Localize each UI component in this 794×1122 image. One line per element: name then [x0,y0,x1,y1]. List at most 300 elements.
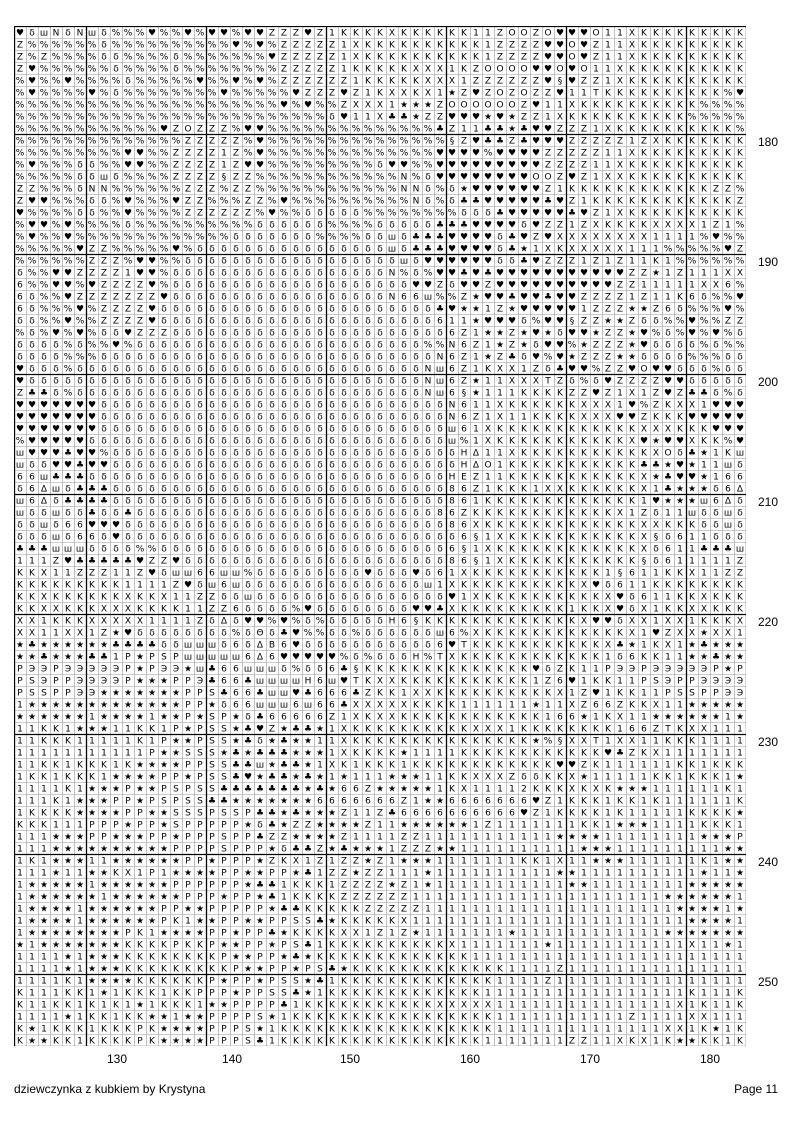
stitch-symbol: 6 [473,808,479,819]
stitch-symbol: Z [244,172,252,183]
stitch-symbol: 6 [317,796,323,807]
stitch-symbol: 6 [233,676,239,687]
stitch-symbol: ★ [711,928,721,939]
stitch-symbol: P [665,688,671,699]
stitch-symbol: ★ [99,688,109,699]
stitch-symbol: ★ [171,868,181,879]
stitch-symbol: ♥ [543,232,553,243]
stitch-symbol: δ [413,412,419,423]
stitch-symbol: 1 [413,916,419,927]
stitch-symbol: K [449,712,455,723]
stitch-symbol: δ [293,484,299,495]
stitch-symbol: ★ [39,940,49,951]
stitch-symbol: ★ [351,868,361,879]
stitch-symbol: K [437,988,443,999]
stitch-symbol: ★ [63,880,73,891]
stitch-symbol: δ [377,292,383,303]
stitch-symbol: 1 [473,400,479,411]
stitch-symbol: % [723,100,733,111]
stitch-symbol: K [545,496,551,507]
stitch-symbol: S [161,652,167,663]
stitch-symbol: K [533,424,539,435]
stitch-symbol: P [245,832,251,843]
stitch-symbol: δ [377,652,383,663]
stitch-symbol: S [221,760,227,771]
stitch-symbol: 1 [713,856,719,867]
stitch-symbol: ★ [87,640,97,651]
stitch-symbol: K [725,64,731,75]
stitch-symbol: % [75,196,85,207]
stitch-symbol: δ [233,436,239,447]
stitch-symbol: δ [293,496,299,507]
stitch-symbol: δ [377,496,383,507]
stitch-symbol: δ [197,496,203,507]
stitch-symbol: Э [688,664,696,675]
stitch-symbol: 1 [497,904,503,915]
stitch-symbol: δ [377,568,383,579]
stitch-symbol: 1 [461,844,467,855]
stitch-symbol: % [39,76,49,87]
stitch-symbol: δ [245,460,251,471]
stitch-symbol: ★ [63,928,73,939]
stitch-symbol: K [641,52,647,63]
stitch-symbol: % [255,112,265,123]
stitch-symbol: ★ [99,940,109,951]
stitch-symbol: % [123,124,133,135]
stitch-symbol: K [389,664,395,675]
stitch-symbol: K [677,172,683,183]
stitch-symbol: ш [243,592,253,603]
stitch-symbol: Z [244,184,252,195]
stitch-symbol: δ [197,340,203,351]
stitch-symbol: K [569,544,575,555]
stitch-symbol: K [473,604,479,615]
stitch-symbol: K [605,508,611,519]
stitch-symbol: ♥ [291,640,301,651]
stitch-symbol: % [75,100,85,111]
stitch-symbol: K [557,808,563,819]
stitch-symbol: % [63,52,73,63]
stitch-symbol: 1 [149,736,155,747]
stitch-symbol: K [713,136,719,147]
stitch-symbol: Z [532,232,540,243]
stitch-symbol: ♣ [243,724,253,735]
stitch-symbol: P [173,676,179,687]
stitch-symbol: δ [257,244,263,255]
stitch-symbol: K [677,76,683,87]
stitch-symbol: 1 [737,748,743,759]
stitch-symbol: K [497,652,503,663]
stitch-symbol: K [689,160,695,171]
stitch-symbol: ш [423,292,433,303]
stitch-symbol: 1 [485,904,491,915]
stitch-symbol: K [665,40,671,51]
stitch-symbol: δ [353,616,359,627]
stitch-symbol: % [447,292,457,303]
stitch-symbol: % [183,64,193,75]
stitch-symbol: δ [233,412,239,423]
stitch-symbol: Z [280,40,288,51]
stitch-symbol: ♣ [219,784,229,795]
stitch-symbol: ★ [63,940,73,951]
stitch-symbol: δ [185,520,191,531]
stitch-symbol: % [147,220,157,231]
stitch-symbol: δ [101,52,107,63]
stitch-symbol: 1 [629,880,635,891]
stitch-symbol: 1 [509,856,515,867]
stitch-symbol: 1 [185,604,191,615]
stitch-symbol: ш [63,544,73,555]
stitch-symbol: 1 [449,748,455,759]
stitch-symbol: δ [305,508,311,519]
stitch-symbol: 1 [161,580,167,591]
stitch-symbol: 6 [461,796,467,807]
stitch-symbol: ★ [735,904,745,915]
stitch-symbol: 1 [557,952,563,963]
stitch-symbol: ★ [183,772,193,783]
stitch-symbol: % [51,160,61,171]
stitch-symbol: 1 [569,976,575,987]
stitch-symbol: K [641,40,647,51]
stitch-symbol: Z [580,352,588,363]
stitch-symbol: δ [281,664,287,675]
stitch-symbol: δ [329,400,335,411]
stitch-symbol: δ [197,544,203,555]
stitch-symbol: ★ [27,712,37,723]
stitch-symbol: X [580,616,588,627]
stitch-symbol: δ [305,376,311,387]
stitch-symbol: ★ [99,844,109,855]
stitch-symbol: 1 [425,928,431,939]
stitch-symbol: % [39,112,49,123]
stitch-symbol: δ [413,352,419,363]
stitch-symbol: 6 [449,364,455,375]
stitch-symbol: δ [317,280,323,291]
stitch-symbol: δ [389,400,395,411]
stitch-symbol: δ [125,376,131,387]
stitch-symbol: 1 [593,880,599,891]
stitch-symbol: K [677,520,683,531]
stitch-symbol: K [521,580,527,591]
stitch-symbol: ш [387,244,397,255]
stitch-symbol: δ [101,328,107,339]
stitch-symbol: δ [233,532,239,543]
stitch-symbol: 1 [557,184,563,195]
stitch-symbol: δ [713,520,719,531]
stitch-symbol: K [653,412,659,423]
stitch-symbol: δ [305,208,311,219]
stitch-symbol: P [245,988,251,999]
chart-grid-area [14,26,746,1046]
stitch-symbol: δ [281,268,287,279]
stitch-symbol: K [533,472,539,483]
stitch-symbol: ★ [51,832,61,843]
stitch-symbol: X [352,700,360,711]
stitch-symbol: δ [377,268,383,279]
stitch-symbol: ★ [423,784,433,795]
stitch-symbol: Z [460,376,468,387]
stitch-symbol: δ [257,292,263,303]
stitch-symbol: ♥ [63,460,73,471]
stitch-symbol: % [123,100,133,111]
stitch-symbol: δ [77,160,83,171]
stitch-symbol: K [725,820,731,831]
stitch-symbol: δ [341,544,347,555]
stitch-symbol: % [387,196,397,207]
stitch-symbol: Z [76,568,84,579]
stitch-symbol: % [579,376,589,387]
stitch-symbol: ♥ [567,304,577,315]
stitch-symbol: δ [665,340,671,351]
stitch-symbol: ★ [99,988,109,999]
stitch-symbol: 6 [725,472,731,483]
stitch-symbol: δ [221,340,227,351]
stitch-symbol: δ [413,508,419,519]
stitch-symbol: X [568,784,576,795]
stitch-symbol: δ [425,352,431,363]
stitch-symbol: S [41,688,47,699]
stitch-symbol: K [677,424,683,435]
stitch-symbol: δ [233,424,239,435]
stitch-symbol: ♥ [147,304,157,315]
stitch-symbol: ♥ [627,412,637,423]
stitch-symbol: % [291,124,301,135]
stitch-symbol: K [569,508,575,519]
stitch-symbol: ♥ [183,580,193,591]
stitch-symbol: ★ [171,748,181,759]
stitch-symbol: K [629,160,635,171]
stitch-symbol: 1 [617,400,623,411]
stitch-symbol: δ [401,328,407,339]
stitch-symbol: X [28,628,36,639]
stitch-symbol: % [51,148,61,159]
stitch-symbol: 1 [737,940,743,951]
stitch-symbol: T [461,640,467,651]
stitch-symbol: 1 [605,952,611,963]
stitch-symbol: K [629,700,635,711]
stitch-symbol: ш [183,652,193,663]
stitch-symbol: K [485,616,491,627]
stitch-symbol: δ [341,424,347,435]
stitch-symbol: N [400,172,408,183]
stitch-symbol: ♥ [639,436,649,447]
stitch-symbol: ★ [39,640,49,651]
stitch-symbol: ♥ [543,304,553,315]
stitch-symbol: ★ [147,844,157,855]
stitch-symbol: % [675,328,685,339]
stitch-symbol: ♥ [147,256,157,267]
stitch-symbol: δ [425,400,431,411]
stitch-symbol: δ [233,520,239,531]
stitch-symbol: ♣ [51,472,61,483]
stitch-symbol: ★ [51,856,61,867]
stitch-symbol: K [593,724,599,735]
stitch-symbol: K [533,616,539,627]
stitch-symbol: ★ [159,760,169,771]
stitch-symbol: X [556,232,564,243]
stitch-symbol: K [533,712,539,723]
stitch-symbol: δ [113,172,119,183]
stitch-symbol: ★ [291,964,301,975]
stitch-symbol: δ [425,592,431,603]
stitch-symbol: ♣ [291,904,301,915]
stitch-symbol: 1 [437,928,443,939]
stitch-symbol: K [701,424,707,435]
stitch-symbol: δ [329,640,335,651]
stitch-symbol: 1 [665,808,671,819]
stitch-symbol: 1 [641,244,647,255]
stitch-symbol: δ [377,340,383,351]
stitch-symbol: K [605,220,611,231]
stitch-symbol: K [737,40,743,51]
stitch-symbol: δ [413,220,419,231]
stitch-symbol: δ [197,556,203,567]
stitch-symbol: K [665,136,671,147]
stitch-symbol: ★ [135,712,145,723]
stitch-symbol: % [231,220,241,231]
stitch-symbol: K [545,784,551,795]
stitch-symbol: % [315,100,325,111]
stitch-symbol: K [509,712,515,723]
stitch-symbol: 1 [413,748,419,759]
stitch-symbol: 6 [461,808,467,819]
stitch-symbol: Z [640,292,648,303]
stitch-symbol: ♥ [303,28,313,39]
stitch-symbol: δ [89,208,95,219]
stitch-symbol: K [305,880,311,891]
stitch-symbol: δ [317,424,323,435]
stitch-symbol: % [291,196,301,207]
stitch-symbol: δ [101,196,107,207]
stitch-symbol: Z [400,844,408,855]
stitch-symbol: δ [185,556,191,567]
stitch-symbol: % [255,208,265,219]
stitch-symbol: ★ [15,652,25,663]
stitch-symbol: % [375,196,385,207]
stitch-symbol: ♥ [75,424,85,435]
stitch-symbol: δ [209,352,215,363]
stitch-symbol: ★ [39,904,49,915]
stitch-symbol: ♣ [207,796,217,807]
stitch-symbol: δ [353,532,359,543]
stitch-symbol: % [147,136,157,147]
stitch-symbol: K [617,532,623,543]
stitch-symbol: 1 [149,928,155,939]
stitch-symbol: δ [329,436,335,447]
stitch-symbol: δ [509,256,515,267]
stitch-symbol: ★ [471,316,481,327]
stitch-symbol: K [53,1000,59,1011]
stitch-symbol: Z [196,592,204,603]
stitch-symbol: 1 [473,364,479,375]
stitch-symbol: δ [269,280,275,291]
stitch-symbol: δ [389,628,395,639]
stitch-symbol: P [161,904,167,915]
stitch-symbol: ★ [723,892,733,903]
stitch-symbol: % [183,112,193,123]
stitch-symbol: K [593,484,599,495]
stitch-symbol: δ [293,388,299,399]
stitch-symbol: δ [341,604,347,615]
stitch-symbol: 1 [425,892,431,903]
stitch-symbol: Z [388,892,396,903]
stitch-symbol: δ [329,364,335,375]
stitch-symbol: ★ [111,712,121,723]
stitch-symbol: ★ [87,976,97,987]
stitch-symbol: § [557,736,563,747]
stitch-symbol: 1 [557,916,563,927]
stitch-symbol: δ [317,256,323,267]
stitch-symbol: % [123,244,133,255]
stitch-symbol: δ [29,364,35,375]
stitch-symbol: ★ [123,916,133,927]
stitch-symbol: δ [413,328,419,339]
stitch-symbol: ♥ [15,208,25,219]
stitch-symbol: K [533,640,539,651]
stitch-symbol: δ [125,532,131,543]
stitch-symbol: O [508,100,516,111]
stitch-symbol: % [735,220,745,231]
stitch-symbol: 1 [653,832,659,843]
stitch-symbol: δ [689,376,695,387]
stitch-symbol: 1 [677,844,683,855]
stitch-symbol: K [473,52,479,63]
stitch-symbol: Z [556,220,564,231]
stitch-symbol: 1 [653,988,659,999]
stitch-symbol: δ [317,568,323,579]
stitch-symbol: δ [437,532,443,543]
stitch-symbol: 6 [317,676,323,687]
stitch-symbol: 1 [437,772,443,783]
stitch-symbol: δ [305,328,311,339]
stitch-symbol: δ [317,220,323,231]
stitch-symbol: K [629,124,635,135]
stitch-symbol: ★ [699,484,709,495]
stitch-symbol: 1 [605,208,611,219]
stitch-symbol: 1 [509,700,515,711]
stitch-symbol: K [497,628,503,639]
stitch-symbol: % [159,64,169,75]
stitch-symbol: 1 [473,952,479,963]
stitch-symbol: % [159,28,169,39]
stitch-symbol: 6 [65,520,71,531]
stitch-symbol: ★ [135,664,145,675]
stitch-symbol: 6 [341,688,347,699]
stitch-symbol: 1 [29,748,35,759]
stitch-symbol: Z [556,124,564,135]
stitch-symbol: % [99,148,109,159]
stitch-symbol: Z [580,136,588,147]
stitch-symbol: ♥ [735,400,745,411]
stitch-symbol: Z [40,52,48,63]
stitch-symbol: δ [293,340,299,351]
stitch-symbol: K [473,676,479,687]
stitch-symbol: K [557,556,563,567]
stitch-symbol: K [581,808,587,819]
stitch-symbol: % [363,184,373,195]
stitch-symbol: % [411,208,421,219]
stitch-symbol: δ [17,484,23,495]
stitch-symbol: 1 [533,976,539,987]
stitch-symbol: δ [137,460,143,471]
stitch-symbol: ♥ [267,208,277,219]
stitch-symbol: P [221,952,227,963]
stitch-symbol: ♥ [231,76,241,87]
stitch-symbol: 1 [605,904,611,915]
stitch-symbol: δ [401,472,407,483]
stitch-symbol: X [604,592,612,603]
stitch-symbol: δ [281,364,287,375]
